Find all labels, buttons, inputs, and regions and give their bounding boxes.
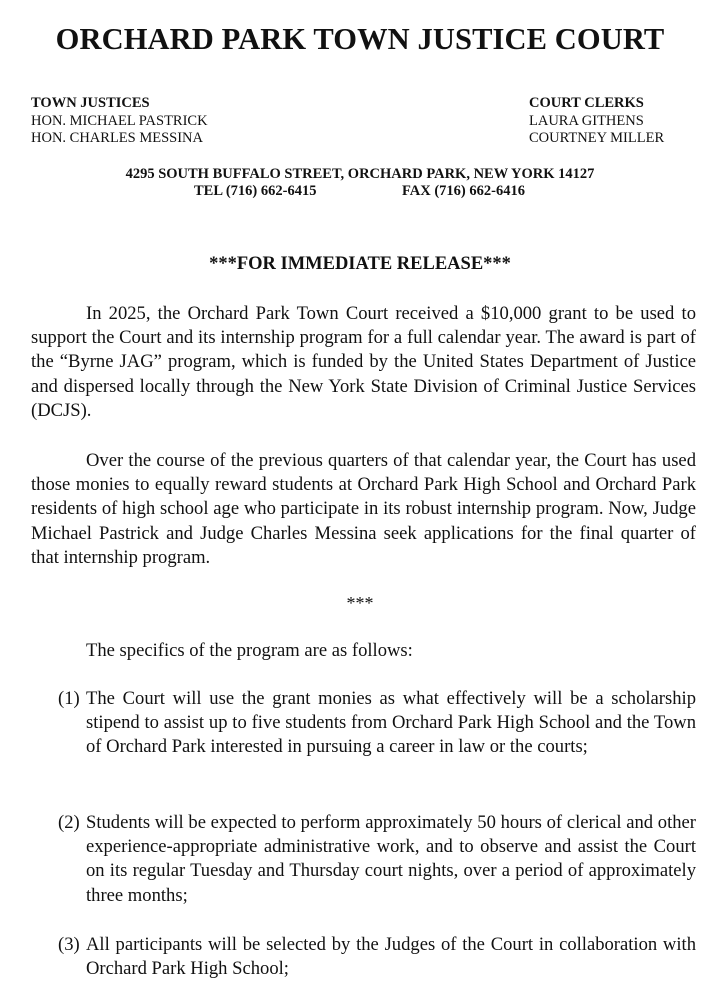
list-item-number: (1): [58, 688, 80, 709]
fax-number: FAX (716) 662-6416: [402, 183, 525, 199]
release-heading: ***FOR IMMEDIATE RELEASE***: [209, 254, 511, 274]
clerk-name: COURTNEY MILLER: [529, 130, 665, 146]
list-item-text: The Court will use the grant monies as what effectively will be a scholarship stipend to assist up to five students from Orchard Park High School and the Town of Orchard Park interested in pursuing a career in law or the courts;: [86, 688, 696, 758]
list-item: [58, 933, 696, 981]
court-address: 4295 SOUTH BUFFALO STREET, ORCHARD PARK, NEW YORK 14127: [125, 166, 595, 182]
section-separator: ***: [346, 593, 374, 613]
specifics-intro: The specifics of the program are as follows:: [86, 640, 413, 661]
court-clerks-block: [529, 95, 664, 148]
list-item-text: Students will be expected to perform approximately 50 hours of clerical and other experience-appropriate administrative work, and to observe and assist the Court on its regular Tuesday and Thursday court nights, over a period of approximately three months;: [86, 812, 696, 906]
court-title: ORCHARD PARK TOWN JUSTICE COURT: [55, 22, 665, 56]
town-justices-heading: TOWN JUSTICES: [31, 95, 150, 111]
list-item-text: All participants will be selected by the Judges of the Court in collaboration with Orchard Park High School;: [86, 934, 696, 980]
list-item: [58, 811, 696, 908]
body-paragraph-internship: Over the course of the previous quarters of that calendar year, the Court has used those monies to equally reward students at Orchard Park High School and Orchard Park residents of high school age who participate in its robust internship program. Now, Judge Michael Pastrick and Judge Charles Messina seek applications for the final quarter of that internship program.: [31, 450, 696, 568]
telephone-number: TEL (716) 662-6415: [194, 183, 317, 199]
court-clerks-heading: COURT CLERKS: [529, 95, 644, 111]
clerk-name: LAURA GITHENS: [529, 112, 644, 129]
town-justices-block: [31, 95, 208, 148]
body-paragraph-grant: In 2025, the Orchard Park Town Court received a $10,000 grant to be used to support the Court and its internship program for a full calendar year. The award is part of the “Byrne JAG” program, which is funded by the United States Department of Justice and dispersed locally through the New York State Division of Criminal Justice Services (DCJS).: [31, 303, 696, 421]
justice-name: HON. MICHAEL PASTRICK: [31, 112, 208, 129]
list-item: [58, 687, 696, 760]
justice-name: HON. CHARLES MESSINA: [31, 130, 204, 146]
list-item-number: (3): [58, 934, 80, 955]
list-item-number: (2): [58, 812, 80, 833]
